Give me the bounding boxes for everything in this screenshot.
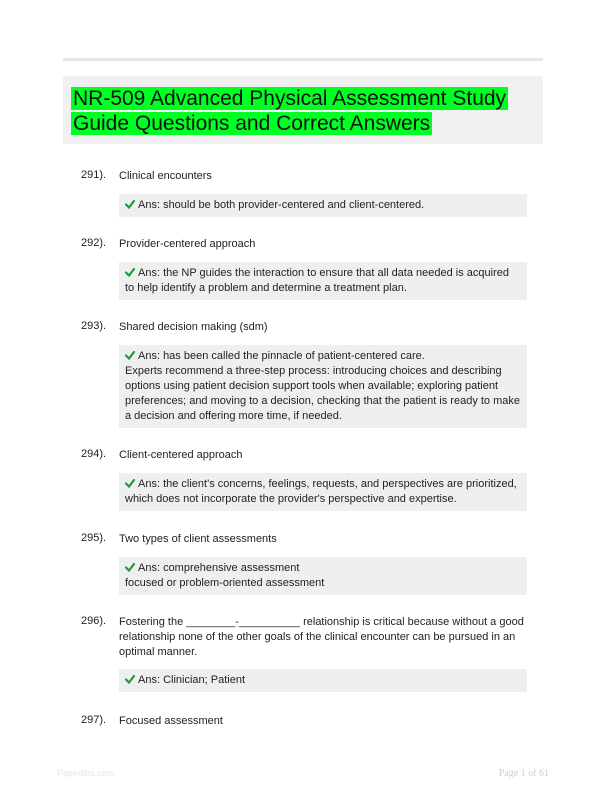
question-number: 297). <box>81 714 107 726</box>
check-icon <box>125 350 135 360</box>
top-divider <box>63 58 543 61</box>
question-number: 293). <box>81 320 107 332</box>
answer-text-continued: focused or problem-oriented assessment <box>125 577 325 589</box>
check-icon <box>125 199 135 209</box>
answer-box <box>119 262 527 300</box>
question-text: Clinical encounters <box>119 170 212 182</box>
page-number: Page 1 of 61 <box>498 768 549 779</box>
question-text: Focused assessment <box>119 715 223 727</box>
document-title <box>71 86 535 136</box>
title-line-2: Guide Questions and Correct Answers <box>73 112 431 135</box>
question-text: Provider-centered approach <box>119 238 256 250</box>
answer-box <box>119 557 527 595</box>
answer-text: Ans: comprehensive assessment <box>138 562 300 574</box>
answer-text: Ans: the client's concerns, feelings, requests, and perspectives are prioritized, which does not incorporate the provider's perspective and expertise. <box>125 478 517 505</box>
check-icon <box>125 267 135 277</box>
answer-box <box>119 345 527 428</box>
check-icon <box>125 562 135 572</box>
question-number: 291). <box>81 169 107 181</box>
question-text: Client-centered approach <box>119 449 243 461</box>
answer-text: Ans: should be both provider-centered and client-centered. <box>138 199 425 211</box>
answer-text-continued: Experts recommend a three-step process: introducing choices and describing options using patient decision support tools when available; exploring patient preferences; and moving to a decision, checking that the patient is ready to make a decision and offering more time, if needed. <box>125 365 521 422</box>
answer-box <box>119 669 527 692</box>
check-icon <box>125 674 135 684</box>
question-number: 294). <box>81 448 107 460</box>
footer-site: Paperlibs.com <box>57 768 115 778</box>
question-number: 296). <box>81 615 107 627</box>
title-block <box>63 76 543 144</box>
answer-text: Ans: the NP guides the interaction to ensure that all data needed is acquired to help identify a problem and determine a treatment plan. <box>125 267 509 294</box>
answer-box <box>119 473 527 511</box>
check-icon <box>125 478 135 488</box>
title-line-1: NR-509 Advanced Physical Assessment Study <box>73 87 507 110</box>
answer-text: Ans: has been called the pinnacle of patient-centered care. <box>138 350 425 362</box>
question-number: 295). <box>81 532 107 544</box>
question-text: Two types of client assessments <box>119 533 277 545</box>
question-number: 292). <box>81 237 107 249</box>
question-text: Fostering the ________-__________ relationship is critical because without a good relationship none of the other goals of the clinical encounter can be pursued in an optimal manner. <box>119 616 524 658</box>
question-text: Shared decision making (sdm) <box>119 321 268 333</box>
answer-text: Ans: Clinician; Patient <box>138 674 245 686</box>
answer-box <box>119 194 527 217</box>
